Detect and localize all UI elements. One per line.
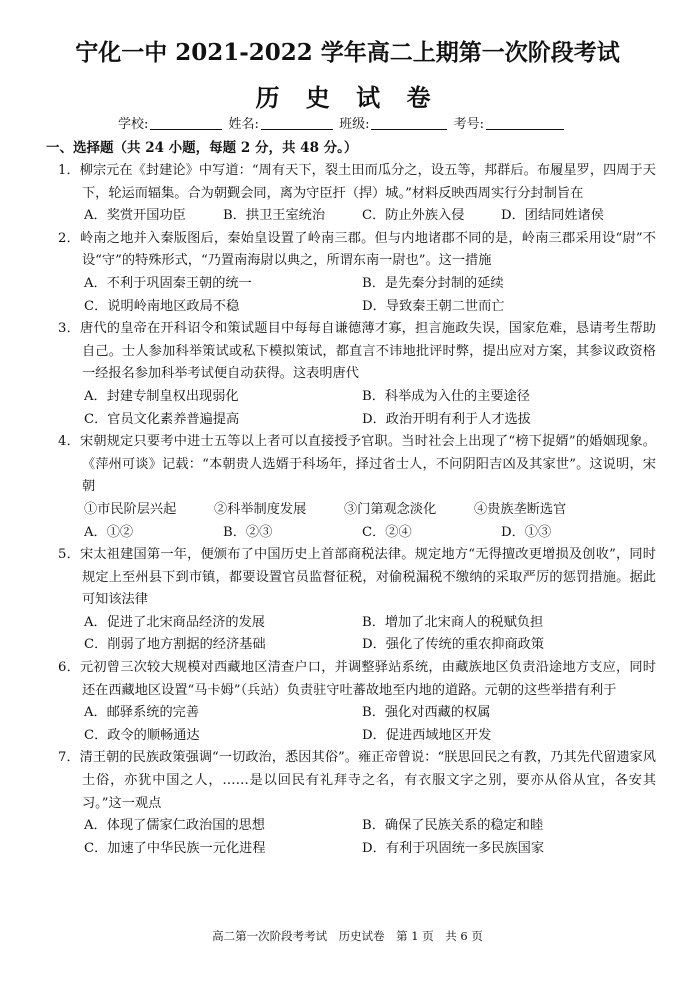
question-3 bbox=[58, 318, 656, 431]
option-b: B．强化对西藏的权属 bbox=[362, 705, 491, 721]
option-a: A．①② bbox=[84, 524, 134, 540]
option-grid bbox=[58, 386, 656, 431]
question-7 bbox=[58, 747, 656, 860]
statement-4: ④贵族垄断选官 bbox=[474, 501, 567, 517]
question-stem: 7．清王朝的民族政策强调“一切政治，悉因其俗”。雍正帝曾说：“朕思回民之有教，乃其先代留遗家风土俗，亦犹中国之人，……是以回民有礼拜寺之名，有衣服文字之别，要亦从俗从宜，各安其习。”这一观点 bbox=[58, 750, 656, 811]
class-label: 班级: bbox=[339, 117, 370, 132]
option-d: D．政治开明有利于人才选拔 bbox=[362, 411, 531, 427]
statement-3: ③门第观念淡化 bbox=[344, 501, 437, 517]
option-d: D．团结同姓诸侯 bbox=[501, 208, 604, 224]
option-c: C．削弱了地方割据的经济基础 bbox=[84, 637, 266, 653]
option-b: B．②③ bbox=[223, 524, 273, 540]
question-4 bbox=[58, 431, 656, 544]
student-info-line bbox=[118, 113, 566, 132]
option-b: B．科举成为入仕的主要途径 bbox=[362, 388, 530, 404]
option-grid bbox=[58, 702, 656, 747]
option-c: C．加速了中华民族一元化进程 bbox=[84, 840, 266, 856]
option-c: C．②④ bbox=[362, 524, 412, 540]
class-blank[interactable] bbox=[371, 116, 447, 130]
statement-2: ②科举制度发展 bbox=[214, 501, 307, 517]
name-label: 姓名: bbox=[228, 117, 259, 132]
question-stem: 4．宋朝规定只要考中进士五等以上者可以直接授予官职。当时社会上出现了“榜下捉婿”的婚姻现象。《萍州可谈》记载：“本朝贵人选婿于科场年，择过省士人，不问阴阳吉凶及其家世”。这说明，宋朝 bbox=[58, 434, 656, 495]
option-d: D．促进西域地区开发 bbox=[362, 727, 492, 743]
exam-subtitle: 历 史 试 卷 bbox=[255, 83, 440, 112]
option-b: B．拱卫王室统治 bbox=[223, 208, 326, 224]
question-stem: 2．岭南之地并入秦版图后，秦始皇设置了岭南三郡。但与内地诸郡不同的是，岭南三郡采用设“尉”不设“守”的特殊形式，“乃置南海尉以典之，所谓东南一尉也”。这一措施 bbox=[58, 230, 656, 269]
question-1 bbox=[58, 160, 656, 228]
question-2 bbox=[58, 228, 656, 318]
page-footer: 高二第一次阶段考考试 历史试卷 第 1 页 共 6 页 bbox=[212, 929, 483, 943]
option-a: A．邮驿系统的完善 bbox=[84, 705, 200, 721]
option-a: A．不利于巩固秦王朝的统一 bbox=[84, 275, 252, 291]
option-c: C．官员文化素养普遍提高 bbox=[84, 411, 240, 427]
option-c: C．政令的顺畅通达 bbox=[84, 727, 200, 743]
statement-row bbox=[58, 499, 656, 522]
option-a: A．封建专制皇权出现弱化 bbox=[84, 388, 239, 404]
option-row bbox=[58, 205, 656, 228]
option-a: A．体现了儒家仁政治国的思想 bbox=[84, 818, 265, 834]
question-stem: 6．元初曾三次较大规模对西藏地区清查户口，并调整驿站系统，由藏族地区负责沿途地方支应，同时还在西藏地区设置“马卡姆”（兵站）负责驻守吐蕃故地至内地的道路。元朝的这些举措有利于 bbox=[58, 660, 656, 698]
option-a: A．促进了北宋商品经济的发展 bbox=[84, 614, 265, 630]
question-stem: 3．唐代的皇帝在开科诏令和策试题目中每每自谦德薄才寡，担言施政失误，国家危难，恳请考生帮助自己。士人参加科举策试或私下模拟策试，都直言不讳地批评时弊，提出应对方案，其参议政资格一经报名参加科举考试便自动获得。这表明唐代 bbox=[58, 321, 656, 382]
option-b: B．增加了北宋商人的税赋负担 bbox=[362, 614, 544, 630]
section-title: 一、选择题（共 24 小题，每题 2 分，共 48 分。） bbox=[46, 140, 358, 156]
option-grid bbox=[58, 273, 656, 318]
option-d: D．强化了传统的重农抑商政策 bbox=[362, 637, 545, 653]
question-stem: 1．柳宗元在《封建论》中写道：“周有天下，裂土田而瓜分之，设五等，邦群后。布履星罗，四周于天下，轮运而辐集。合为朝觐会同，离为守臣扞（捍）城。”材料反映西周实行分封制旨在 bbox=[58, 163, 656, 201]
statement-1: ①市民阶层兴起 bbox=[84, 501, 177, 517]
question-list bbox=[58, 160, 656, 860]
option-b: B．确保了民族关系的稳定和睦 bbox=[362, 818, 544, 834]
option-b: B．是先秦分封制的延续 bbox=[362, 275, 504, 291]
exam-no-blank[interactable] bbox=[486, 116, 564, 130]
exam-no-label: 考号: bbox=[453, 117, 484, 132]
option-grid bbox=[58, 815, 656, 860]
option-d: D．①③ bbox=[501, 524, 552, 540]
exam-title: 宁化一中 2021-2022 学年高二上期第一次阶段考试 bbox=[75, 39, 620, 66]
option-c: C．说明岭南地区政局不稳 bbox=[84, 298, 240, 314]
school-label: 学校: bbox=[118, 117, 149, 132]
option-grid bbox=[58, 612, 656, 657]
school-blank[interactable] bbox=[150, 116, 222, 130]
option-a: A．奖赏开国功臣 bbox=[84, 208, 186, 224]
option-row bbox=[58, 522, 656, 545]
name-blank[interactable] bbox=[261, 116, 333, 130]
option-d: D．导致秦王朝二世而亡 bbox=[362, 298, 505, 314]
option-c: C．防止外族入侵 bbox=[362, 208, 465, 224]
question-5 bbox=[58, 544, 656, 657]
option-d: D．有利于巩固统一多民族国家 bbox=[362, 840, 545, 856]
question-6 bbox=[58, 657, 656, 747]
question-stem: 5．宋太祖建国第一年，便颁布了中国历史上首部商税法律。规定地方“无得擅改更增损及创收”，同时规定上至州县下到市镇，都要设置官员监督征税，对偷税漏税不缴纳的采取严厉的惩罚措施。据此可知该法律 bbox=[58, 547, 656, 608]
